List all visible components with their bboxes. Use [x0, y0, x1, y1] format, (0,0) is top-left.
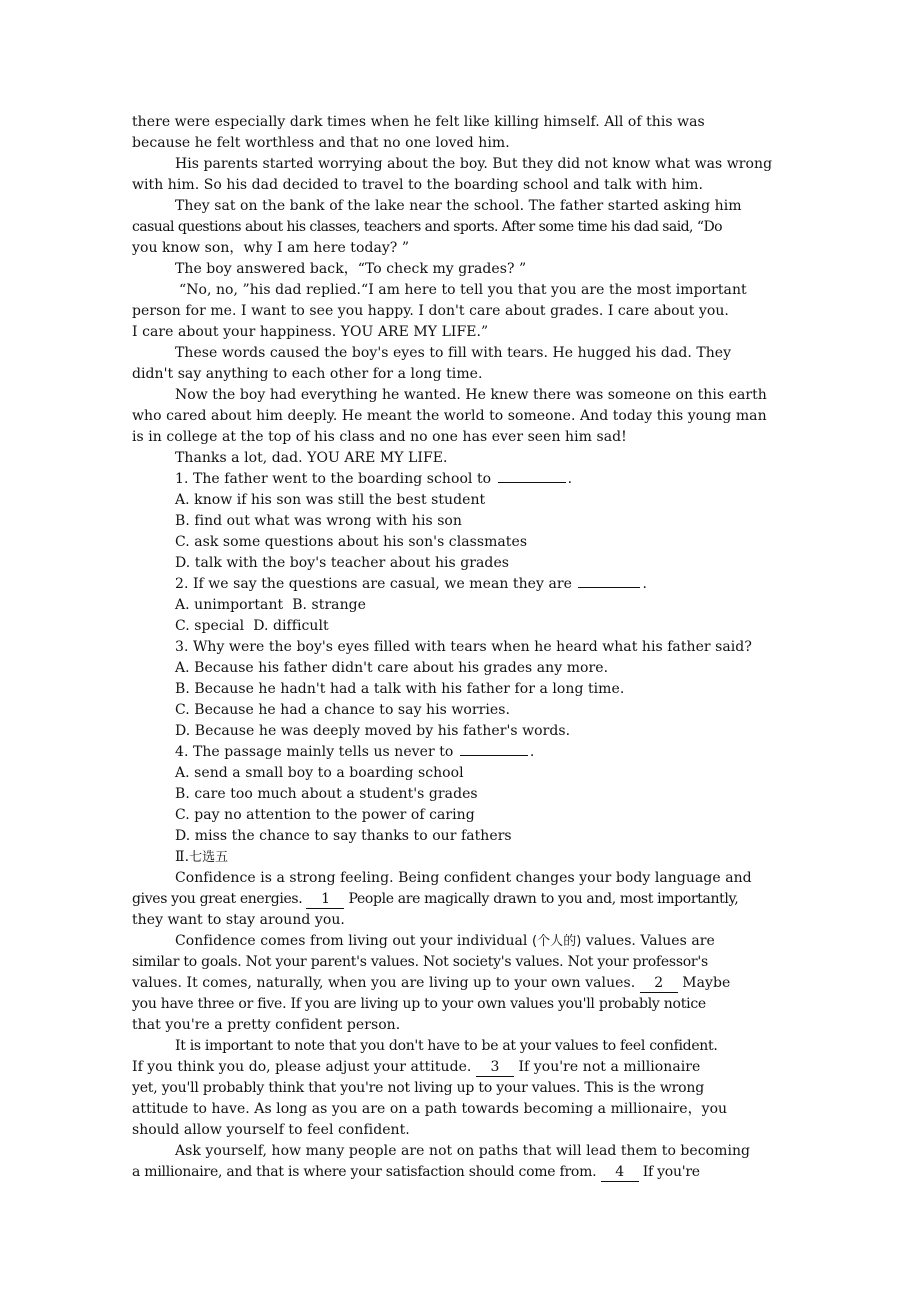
- passage-line: is in college at the top of his class and no one has ever seen him sad!: [132, 429, 627, 445]
- section2-line: [132, 1057, 792, 1078]
- section2-line: attitude to have. As long as you are on a path towards becoming a millionaire，you: [132, 1101, 728, 1117]
- passage-line: Thanks a lot, dad. YOU ARE MY LIFE.: [175, 450, 448, 466]
- passage-line: there were especially dark times when he felt like killing himself. All of this was: [132, 114, 705, 130]
- section2-text: People are magically drawn to you and, most importantly,: [348, 891, 739, 907]
- section2-line: that you're a pretty confident person.: [132, 1017, 401, 1033]
- question-4-end: .: [529, 744, 535, 760]
- passage-line: person for me. I want to see you happy. I don't care about grades. I care about you.: [132, 303, 729, 319]
- passage-line: who cared about him deeply. He meant the world to someone. And today this young man: [132, 408, 767, 424]
- section-heading-roman: Ⅱ.: [175, 849, 190, 865]
- q3-option-a: A. Because his father didn't care about his grades any more.: [175, 660, 609, 676]
- section2-text: If you're not a millionaire: [518, 1059, 701, 1075]
- passage-line: They sat on the bank of the lake near the school. The father started asking him: [175, 198, 742, 214]
- q1-option-d: D. talk with the boy's teacher about his grades: [175, 555, 510, 571]
- section2-line: [132, 889, 792, 910]
- q4-option-b: B. care too much about a student's grades: [175, 786, 478, 802]
- q1-option-b: B. find out what was wrong with his son: [175, 513, 462, 529]
- question-2-stem: 2. If we say the questions are casual, we mean they are: [175, 576, 572, 592]
- gap-number-3: 3: [476, 1059, 514, 1077]
- question-1-end: .: [567, 471, 573, 487]
- passage-line: with him. So his dad decided to travel to the boarding school and talk with him.: [132, 177, 703, 193]
- section2-line: you have three or five. If you are living up to your own values you'll probably notice: [132, 996, 706, 1012]
- passage-line: because he felt worthless and that no one loved him.: [132, 135, 510, 151]
- question-2: [132, 574, 792, 595]
- q4-option-a: A. send a small boy to a boarding school: [175, 765, 464, 781]
- section2-text: a millionaire, and that is where your satisfaction should come from.: [132, 1164, 597, 1180]
- q4-option-d: D. miss the chance to say thanks to our fathers: [175, 828, 512, 844]
- passage-line: casual questions about his classes, teachers and sports. After some time his dad said, “Do: [132, 219, 723, 235]
- question-1-stem: 1. The father went to the boarding school to: [175, 471, 492, 487]
- passage-line: Now the boy had everything he wanted. He knew there was someone on this earth: [175, 387, 767, 403]
- passage-line: didn't say anything to each other for a long time.: [132, 366, 483, 382]
- question-1: [132, 469, 792, 490]
- q3-option-d: D. Because he was deeply moved by his father's words.: [175, 723, 571, 739]
- question-4-stem: 4. The passage mainly tells us never to: [175, 744, 454, 760]
- question-2-end: .: [642, 576, 647, 592]
- q1-option-c: C. ask some questions about his son's classmates: [175, 534, 528, 550]
- section2-text: Confidence comes from living out your individual: [175, 933, 528, 949]
- section2-text: gives you great energies.: [132, 891, 303, 907]
- passage-line: I care about your happiness. YOU ARE MY LIFE.”: [132, 324, 489, 340]
- q3-option-b: B. Because he hadn't had a talk with his father for a long time.: [175, 681, 625, 697]
- answer-blank-q1: [498, 482, 566, 483]
- section2-text: values. Values are: [585, 933, 715, 949]
- section2-text: Maybe: [682, 975, 731, 991]
- section-heading-title: 七选五: [189, 850, 229, 865]
- section2-line: [132, 973, 792, 994]
- section2-line: [132, 1162, 792, 1183]
- section2-line: similar to goals. Not your parent's values. Not society's values. Not your professor's: [132, 954, 708, 970]
- q1-option-a: A. know if his son was still the best student: [175, 492, 486, 508]
- section2-text: If you think you do, please adjust your attitude.: [132, 1059, 472, 1075]
- q2-options-ab: A. unimportant B. strange: [175, 597, 366, 613]
- passage-line: These words caused the boy's eyes to fill with tears. He hugged his dad. They: [175, 345, 732, 361]
- section2-line: [132, 931, 792, 952]
- passage-line: you know son，why I am here today? ”: [132, 240, 410, 256]
- section2-text: values. It comes, naturally, when you are living up to your own values.: [132, 975, 636, 991]
- answer-blank-q4: [460, 755, 528, 756]
- section2-line: It is important to note that you don't have to be at your values to feel confident.: [175, 1038, 718, 1054]
- section2-line: they want to stay around you.: [132, 912, 345, 928]
- gap-number-2: 2: [640, 975, 678, 993]
- answer-blank-q2: [578, 587, 640, 588]
- passage-line: His parents started worrying about the boy. But they did not know what was wrong: [175, 156, 773, 172]
- passage-line: The boy answered back，“To check my grades? ”: [175, 261, 527, 277]
- section2-line: Ask yourself, how many people are not on paths that will lead them to becoming: [175, 1143, 751, 1159]
- gap-number-1: 1: [306, 891, 344, 909]
- gap-number-4: 4: [601, 1164, 639, 1182]
- question-4: [132, 742, 792, 763]
- section2-line: yet, you'll probably think that you're not living up to your values. This is the wrong: [132, 1080, 704, 1096]
- section2-line: Confidence is a strong feeling. Being confident changes your body language and: [175, 870, 752, 886]
- section-heading: [132, 847, 792, 868]
- document-content: [132, 112, 792, 1183]
- q2-options-cd: C. special D. difficult: [175, 618, 329, 634]
- question-3-stem: 3. Why were the boy's eyes filled with tears when he heard what his father said?: [175, 639, 752, 655]
- chinese-gloss: (个人的): [531, 934, 582, 949]
- passage-line: “No, no, ”his dad replied.“I am here to tell you that you are the most important: [179, 282, 747, 298]
- q4-option-c: C. pay no attention to the power of caring: [175, 807, 475, 823]
- section2-text: If you're: [642, 1164, 700, 1180]
- q3-option-c: C. Because he had a chance to say his worries.: [175, 702, 510, 718]
- section2-line: should allow yourself to feel confident.: [132, 1122, 410, 1138]
